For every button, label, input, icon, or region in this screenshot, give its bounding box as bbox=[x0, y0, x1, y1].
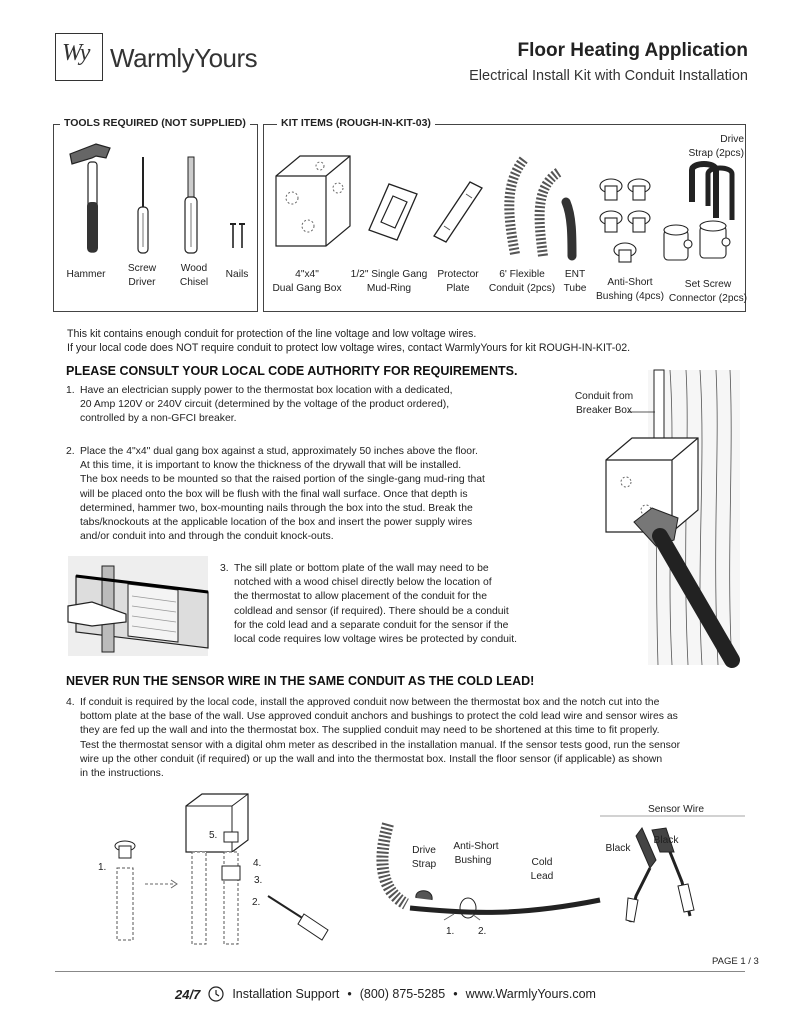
anti-short-bushing-icon bbox=[593, 172, 663, 266]
logo-mark-box bbox=[55, 33, 103, 81]
kit-label-mudring-2: Mud-Ring bbox=[366, 283, 412, 294]
box-conduit-screwdriver-illustration bbox=[178, 788, 353, 948]
kit-label-strap-2: Strap (2pcs) bbox=[688, 148, 744, 159]
kit-label-strap-1: Drive bbox=[720, 134, 744, 145]
step-2-line: tabs/knockouts at the applicable location of the box and insert the power supply wires bbox=[80, 517, 473, 529]
separator-dot: • bbox=[453, 987, 458, 1001]
label-cold: Cold bbox=[531, 857, 553, 868]
kit-label-connector-1: Set Screw bbox=[684, 279, 732, 290]
never-heading: NEVER RUN THE SENSOR WIRE IN THE SAME CONDUIT AS THE COLD LEAD! bbox=[66, 674, 535, 688]
fig-m-num-1: 1. bbox=[446, 926, 455, 937]
tool-label-nails: Nails bbox=[225, 269, 249, 280]
flexible-conduit-icon bbox=[497, 152, 567, 260]
sill-plate-notch-illustration bbox=[68, 556, 208, 656]
step-3-line: The sill plate or bottom plate of the wall may need to be bbox=[234, 563, 489, 574]
support-badge: 24/7 bbox=[175, 986, 201, 1002]
screwdriver-icon bbox=[135, 157, 151, 257]
kit-label-ent-1: ENT bbox=[564, 269, 586, 280]
step-2-line: The box needs to be mounted so that the raised portion of the single-gang mud-ring that bbox=[80, 474, 485, 486]
kit-label-connector-2: Connector (2pcs) bbox=[668, 293, 748, 304]
step-1-line: 20 Amp 120V or 240V circuit (determined by the voltage of the product ordered), bbox=[80, 399, 450, 411]
footer-divider bbox=[55, 971, 745, 972]
fig-num-2: 2. bbox=[252, 897, 261, 908]
step-2 bbox=[66, 445, 540, 544]
support-label: Installation Support bbox=[232, 987, 340, 1001]
tool-label-chisel-2: Chisel bbox=[179, 277, 209, 288]
step-1-number: 1. bbox=[66, 385, 75, 396]
tool-label-chisel-1: Wood bbox=[180, 263, 208, 274]
sensor-wire-probe-illustration bbox=[600, 812, 745, 932]
step-3-line: local code requires low voltage wires be protected by conduit. bbox=[234, 634, 518, 646]
conduit-bushing-illustration bbox=[105, 836, 185, 946]
label-anti-short: Anti-Short bbox=[453, 841, 499, 852]
brand-name: WarmlyYours bbox=[110, 43, 258, 73]
step-4-line: they are fed up the wall and into the thermostat box. The supplied conduit may need to be shortened at this time to fit properly. bbox=[80, 725, 660, 737]
drive-strap-icon bbox=[686, 162, 746, 224]
label-black-b: Black bbox=[653, 835, 679, 846]
label-conduit-from: Conduit from bbox=[574, 391, 634, 402]
tool-label-screwdriver-2: Driver bbox=[128, 277, 156, 288]
kit-heading: KIT ITEMS (ROUGH-IN-KIT-03) bbox=[277, 117, 435, 129]
step-4-line: wire up the other conduit (if required) or up the wall and into the thermostat box. Install the floor sensor (if applicable) as shown bbox=[80, 753, 663, 765]
kit-label-plate-1: Protector bbox=[437, 269, 479, 280]
step-2-number: 2. bbox=[66, 446, 75, 457]
kit-label-conduit-1: 6' Flexible bbox=[499, 269, 545, 280]
label-sensor-wire: Sensor Wire bbox=[647, 804, 705, 815]
step-4-line: bottom plate at the base of the wall. Use approved conduit anchors and bushings to protect the cold lead wire and sensor wires as bbox=[80, 711, 678, 723]
page-title: Floor Heating Application bbox=[517, 40, 748, 61]
step-1-line: Have an electrician supply power to the thermostat box location with a dedicated, bbox=[80, 385, 453, 396]
step-2-line: Place the 4"x4" dual gang box against a stud, approximately 50 inches above the floor. bbox=[80, 446, 478, 457]
label-bushing: Bushing bbox=[454, 855, 492, 866]
fig-num-1: 1. bbox=[98, 862, 107, 873]
intro-line-2: If your local code does NOT require conduit to protect low voltage wires, contact WarmlyYours for kit ROUGH-IN-KIT-02. bbox=[67, 342, 631, 354]
intro-line-1: This kit contains enough conduit for protection of the line voltage and low voltage wires. bbox=[67, 328, 477, 340]
label-black-a: Black bbox=[605, 843, 631, 854]
wood-chisel-icon bbox=[182, 157, 202, 257]
fig-num-5: 5. bbox=[209, 830, 218, 841]
page-subtitle: Electrical Install Kit with Conduit Installation bbox=[469, 68, 748, 84]
support-website-link[interactable]: www.WarmlyYours.com bbox=[465, 987, 596, 1001]
step-2-line: At this time, it is important to know the thickness of the drywall that will be installed. bbox=[80, 460, 462, 472]
page-number: PAGE 1 / 3 bbox=[712, 956, 759, 967]
step-1-line: controlled by a non-GFCI breaker. bbox=[80, 413, 237, 425]
label-breaker-box: Breaker Box bbox=[575, 405, 633, 416]
footer bbox=[175, 986, 596, 1002]
step-4 bbox=[66, 696, 740, 781]
kit-label-conduit-2: Conduit (2pcs) bbox=[488, 283, 556, 294]
protector-plate-icon bbox=[430, 178, 485, 248]
tools-heading: TOOLS REQUIRED (NOT SUPPLIED) bbox=[60, 117, 250, 129]
kit-label-mudring-1: 1/2" Single Gang bbox=[350, 269, 428, 280]
label-lead: Lead bbox=[530, 871, 554, 882]
mud-ring-icon bbox=[365, 180, 420, 245]
step-1 bbox=[66, 384, 520, 427]
logo-mark: Wy bbox=[62, 40, 91, 66]
kit-label-bushing-2: Bushing (4pcs) bbox=[596, 291, 664, 302]
dual-gang-box-icon bbox=[270, 148, 355, 253]
label-drive: Drive bbox=[412, 845, 436, 856]
fig-num-4: 4. bbox=[253, 858, 262, 869]
hammer-icon bbox=[66, 140, 116, 260]
step-3-line: notched with a wood chisel directly below the location of bbox=[234, 577, 492, 589]
clock-icon bbox=[208, 986, 224, 1002]
step-2-line: will be placed onto the box will be flush with the final wall surface. Once that depth is bbox=[80, 488, 468, 500]
kit-label-ent-2: Tube bbox=[563, 283, 587, 294]
fig-num-3: 3. bbox=[254, 875, 263, 886]
step-3-number: 3. bbox=[220, 563, 229, 574]
tool-label-screwdriver-1: Screw bbox=[127, 263, 157, 274]
step-2-line: and/or conduit into and through the conduit knock-outs. bbox=[80, 531, 334, 543]
support-phone[interactable]: (800) 875-5285 bbox=[359, 987, 446, 1001]
kit-label-box-1: 4"x4" bbox=[295, 269, 319, 280]
set-screw-connector-icon bbox=[660, 222, 740, 272]
intro-text bbox=[67, 327, 630, 355]
kit-label-bushing-1: Anti-Short bbox=[607, 277, 653, 288]
step-4-line: Test the thermostat sensor with a digital ohm meter as described in the installation manual. If the sensor tests good, run the sensor bbox=[80, 739, 681, 751]
kit-label-box-2: Dual Gang Box bbox=[272, 283, 342, 294]
step-3 bbox=[220, 562, 554, 647]
step-4-line: If conduit is required by the local code, install the approved conduit now between the thermostat box and the notch cut into the bbox=[80, 697, 660, 708]
step-3-line: the thermostat to allow placement of the conduit for the bbox=[234, 591, 487, 603]
drive-strap-cold-lead-illustration bbox=[370, 820, 605, 930]
step-2-line: determined, hammer two, box-mounting nails through the box into the stud. Break the bbox=[80, 502, 473, 514]
consult-heading: PLEASE CONSULT YOUR LOCAL CODE AUTHORITY FOR REQUIREMENTS. bbox=[66, 364, 518, 378]
tool-label-hammer: Hammer bbox=[66, 269, 106, 280]
ent-tube-icon bbox=[562, 196, 582, 260]
label-strap: Strap bbox=[411, 859, 437, 870]
fig-m-num-2: 2. bbox=[478, 926, 487, 937]
step-3-line: coldlead and sensor (if required). There should be a conduit bbox=[234, 605, 509, 617]
step-4-number: 4. bbox=[66, 697, 75, 708]
kit-label-plate-2: Plate bbox=[446, 283, 470, 294]
nails-icon bbox=[228, 220, 248, 252]
step-3-line: for the cold lead and a separate conduit for the sensor if the bbox=[234, 619, 509, 631]
separator-dot: • bbox=[347, 987, 352, 1001]
step-4-line: in the instructions. bbox=[80, 768, 164, 780]
